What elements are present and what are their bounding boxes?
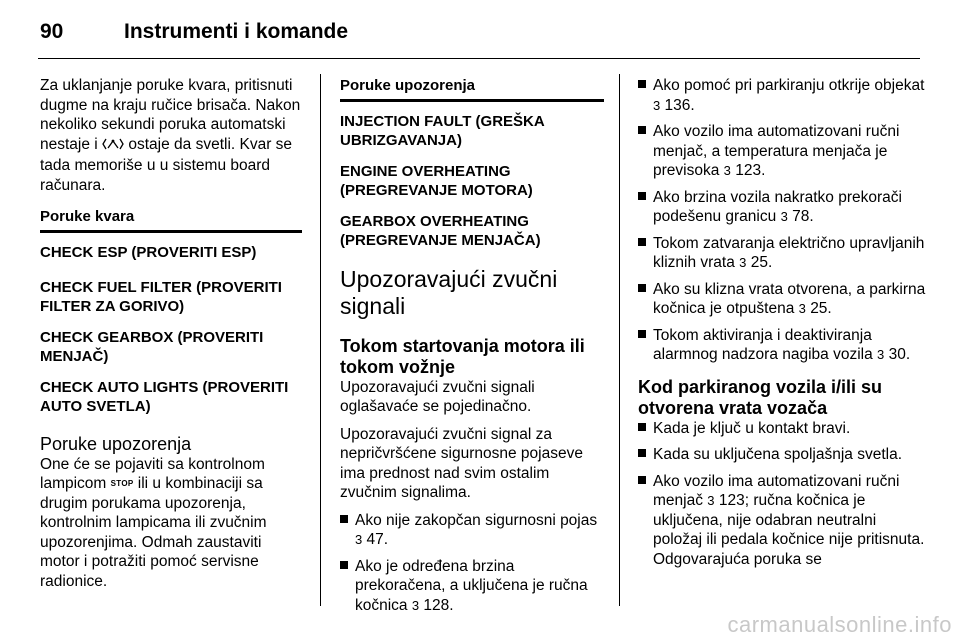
page-header — [40, 14, 920, 58]
list-item: Ako su klizna vrata otvorena, a parkirna kočnica je otpuštena 3 25. — [638, 280, 928, 319]
page-number: 90 — [40, 20, 64, 43]
list-item: Ako je određena brzina prekoračena, a uključena je ručna kočnica 3 128. — [340, 557, 604, 616]
stop-warning-icon: STOP — [110, 479, 134, 488]
page-reference-icon: 3 — [653, 97, 661, 113]
column-2 — [340, 76, 604, 622]
warning-message: ENGINE OVERHEATING (PREGREVANJE MOTORA) — [340, 162, 533, 199]
warning-message: GEARBOX OVERHEATING (PREGREVANJE MENJAČA) — [340, 212, 541, 249]
list-item: Kada su uključena spoljašnja svetla. — [638, 445, 928, 465]
intro-paragraph — [40, 76, 302, 195]
list-item: Tokom aktiviranja i deaktiviranja alarmnog nadzora nagiba vozila 3 30. — [638, 326, 928, 365]
fault-message: CHECK ESP (PROVERITI ESP) — [40, 243, 257, 261]
bullet-square-icon — [638, 449, 646, 457]
list-item: Ako nije zakopčan sigurnosni pojas 3 47. — [340, 511, 604, 550]
list-item: Ako pomoć pri parkiranju otkrije objekat 3 136. — [638, 76, 928, 115]
fault-message: CHECK AUTO LIGHTS (PROVERITI AUTO SVETLA) — [40, 378, 289, 415]
warnings-paragraph — [40, 455, 302, 592]
fault-table-rule — [40, 230, 302, 233]
parked-heading: Kod parkiranog vozila i/ili su otvorena vrata vozača — [638, 376, 883, 418]
chime-paragraph-2: Upozoravajući zvučni signal za nepričvršćene sigurnosne pojaseve ima prednost nad svim ostalim zvučnim signalima. — [340, 425, 583, 501]
page-reference-icon: 3 — [780, 209, 788, 224]
page-reference-icon: 3 — [723, 163, 731, 178]
warning-table-rule — [340, 99, 604, 102]
warnings-heading: Poruke upozorenja — [40, 433, 192, 454]
chime-heading: Upozoravajući zvučni signali — [340, 265, 558, 319]
column-divider-1 — [320, 74, 321, 606]
bullet-square-icon — [340, 515, 348, 523]
site-watermark: carmanualsonline.info — [727, 612, 952, 637]
bullet-square-icon — [638, 238, 646, 246]
list-item: Kada je ključ u kontakt bravi. — [638, 419, 928, 439]
list-item: Ako vozilo ima automatizovani ručni menjač 3 123; ručna kočnica je uključena, nije odabran neutralni položaj ili pedala kočnice nije pritisnuta. Odgovarajuća poruka se — [638, 472, 928, 570]
column-1 — [40, 76, 302, 599]
column-3 — [638, 76, 928, 576]
intro-text-b: ostaje da svetli. Kvar se tada memoriše u u sistemu board računara. — [40, 135, 293, 194]
page-title: Instrumenti i komande — [124, 20, 349, 43]
fault-message: CHECK FUEL FILTER (PROVERITI FILTER ZA GORIVO) — [40, 278, 282, 315]
service-vehicle-icon — [102, 137, 124, 157]
bullet-square-icon — [638, 192, 646, 200]
fault-message: CHECK GEARBOX (PROVERITI MENJAČ) — [40, 328, 264, 365]
bullet-square-icon — [340, 561, 348, 569]
page-reference-icon: 3 — [877, 347, 885, 362]
column-divider-2 — [619, 74, 620, 606]
list-item: Tokom zatvaranja električno upravljanih kliznih vrata 3 25. — [638, 234, 928, 273]
start-heading: Tokom startovanja motora ili tokom vožnje — [340, 335, 585, 377]
header-divider — [38, 58, 920, 59]
page-reference-icon: 3 — [355, 532, 363, 547]
warning-message: INJECTION FAULT (GREŠKA UBRIZGAVANJA) — [340, 112, 545, 149]
bullet-square-icon — [638, 423, 646, 431]
chime-paragraph-1: Upozoravajući zvučni signali oglašavaće se pojedinačno. — [340, 378, 535, 415]
warning-label: Poruke upozorenja — [340, 77, 476, 94]
page-reference-icon: 3 — [798, 301, 806, 316]
bullet-square-icon — [638, 126, 646, 134]
bullet-square-icon — [638, 330, 646, 338]
bullet-square-icon — [638, 476, 646, 484]
page-reference-icon: 3 — [739, 255, 747, 270]
bullet-square-icon — [638, 284, 646, 292]
warnings-text-a: One će se pojaviti sa kontrolnom lampicom — [40, 455, 265, 492]
intro-text-a: Za uklanjanje poruke kvara, pritisnuti dugme na kraju ručice brisača. Nakon nekoliko sekundi poruka automatski nestaje i — [40, 77, 301, 153]
list-item: Ako brzina vozila nakratko prekorači podešenu granicu 3 78. — [638, 188, 928, 227]
fault-label: Poruke kvara — [40, 208, 135, 225]
page-reference-icon: 3 — [707, 493, 715, 508]
warnings-text-b: ili u kombinaciji sa drugim porukama upozorenja, kontrolnim lampicama ili zvučnim upozorenjima. Odmah zaustaviti motor i potražiti pomoć servisne radionice. — [40, 475, 267, 590]
page-reference-icon: 3 — [411, 597, 420, 613]
list-item: Ako vozilo ima automatizovani ručni menjač, a temperatura menjača je previsoka 3 123. — [638, 122, 928, 181]
bullet-square-icon — [638, 80, 646, 88]
